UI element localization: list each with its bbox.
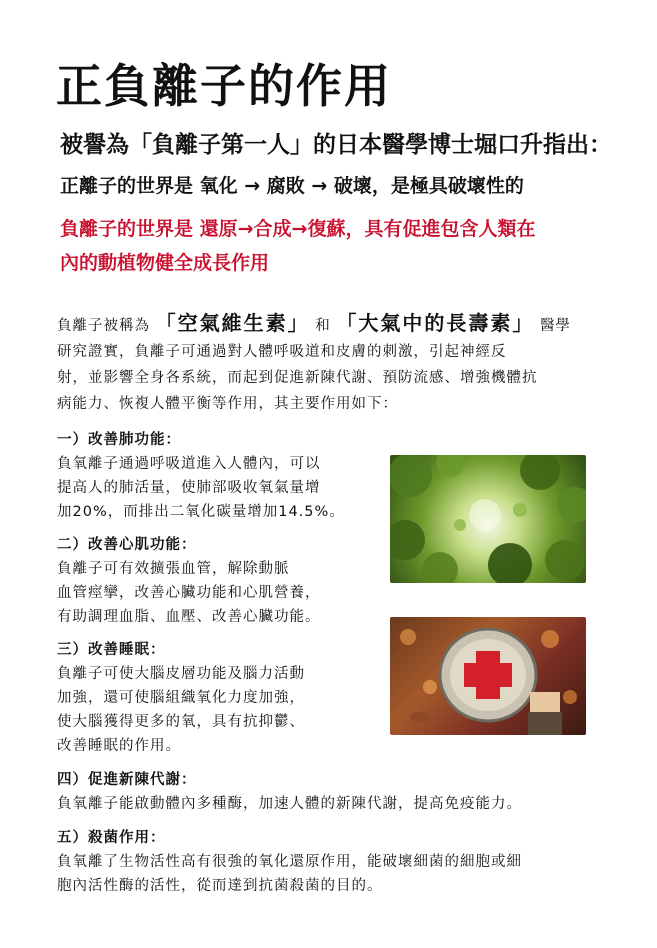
intro-suffix: 醫學 — [539, 318, 571, 334]
lung-cells-illustration — [390, 455, 586, 583]
section-line: 加20%，而排出二氧化碳量增加14.5%。 — [57, 504, 345, 520]
section-sterilization — [57, 826, 617, 898]
section-line: 改善睡眠的作用。 — [57, 738, 181, 754]
section-metabolism — [57, 768, 617, 816]
section-line: 胞內活性酶的活性，從而達到抗菌殺菌的目的。 — [57, 878, 383, 894]
intro-line: 射，並影響全身各系統，而起到促進新陳代謝、預防流感、增強機體抗 — [57, 370, 538, 386]
intro-line: 研究證實，負離子可通過對人體呼吸道和皮膚的刺激，引起神經反 — [57, 344, 507, 360]
section-line: 負氧離子能啟動體內多種酶，加速人體的新陳代謝，提高免疫能力。 — [57, 796, 522, 812]
negative-ion-line-2: 內的動植物健全成長作用 — [60, 252, 270, 274]
shield-defense-illustration — [390, 617, 586, 735]
section-line: 有助調理血脂、血壓、改善心臟功能。 — [57, 609, 321, 625]
shield-defense-graphic — [390, 617, 586, 735]
section-line: 負氧離子通過呼吸道進入人體內，可以 — [57, 456, 321, 472]
intro-prefix: 負離子被稱為 — [57, 318, 150, 334]
subtitle: 被譽為「負離子第一人」的日本醫學博士堀口升指出： — [60, 132, 612, 158]
section-line: 加強，還可使腦組織氧化力度加強， — [57, 690, 305, 706]
intro-quote-1: 「空氣維生素」 — [155, 311, 310, 335]
section-heading: 四）促進新陳代謝： — [57, 772, 197, 788]
intro-line: 病能力、恢複人體平衡等作用，其主要作用如下： — [57, 396, 398, 412]
section-line: 負離子可使大腦皮層功能及腦力活動 — [57, 666, 305, 682]
positive-ion-line: 正離子的世界是 氧化 → 腐敗 → 破壞，是極具破壞性的 — [60, 175, 524, 197]
intro-paragraph — [57, 310, 613, 417]
section-heading: 三）改善睡眠： — [57, 642, 166, 658]
section-line: 負氧離了生物活性高有很強的氧化還原作用，能破壞細菌的細胞或細 — [57, 854, 522, 870]
negative-ion-line-1: 負離子的世界是 還原→合成→復蘇，具有促進包含人類在 — [60, 218, 536, 240]
section-sleep — [57, 638, 377, 758]
section-line: 提高人的肺活量，使肺部吸收氧氣量增 — [57, 480, 321, 496]
section-lung — [57, 428, 377, 524]
negative-ion-block — [60, 212, 605, 280]
section-heading: 二）改善心肌功能： — [57, 537, 197, 553]
lung-cells-graphic — [390, 455, 586, 583]
section-heart — [57, 533, 377, 629]
page-title: 正負離子的作用 — [56, 59, 392, 113]
section-heading: 五）殺菌作用： — [57, 830, 166, 846]
intro-quote-2: 「大氣中的長壽素」 — [336, 311, 535, 335]
section-heading: 一）改善肺功能： — [57, 432, 181, 448]
section-line: 血管痙攣，改善心臟功能和心肌營養， — [57, 585, 321, 601]
intro-first-line — [57, 310, 613, 339]
section-line: 負離子可有效擴張血管，解除動脈 — [57, 561, 290, 577]
section-line: 使大腦獲得更多的氧，具有抗抑鬱、 — [57, 714, 305, 730]
intro-and: 和 — [315, 318, 331, 334]
